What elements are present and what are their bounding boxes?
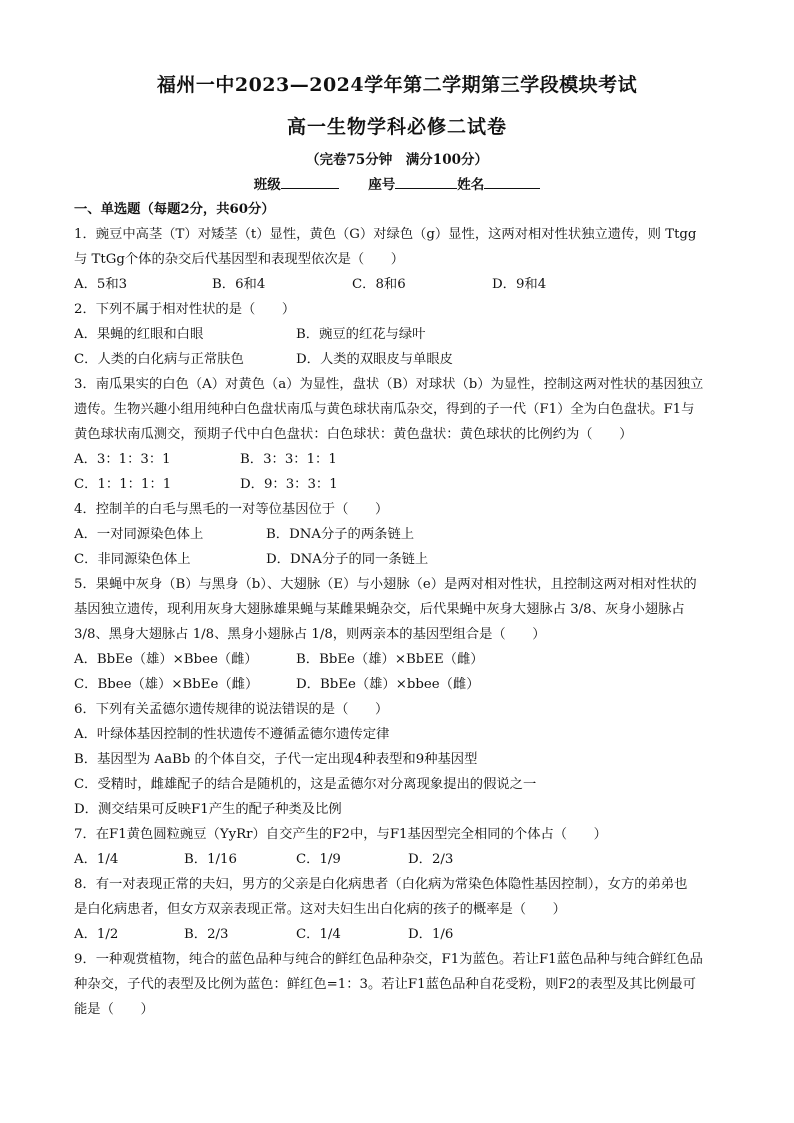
question-stem: 9．一种观赏植物，纯合的蓝色品种与纯合的鲜红色品种杂交，F1为蓝色。若让F1蓝色品种与纯合鲜红色品	[74, 952, 703, 967]
option-c: C．非同源染色体上	[74, 552, 191, 567]
options-row	[74, 472, 724, 497]
student-info-line	[0, 173, 794, 193]
question-stem: 8．有一对表现正常的夫妇，男方的父亲是白化病患者（白化病为常染色体隐性基因控制），女方的弟弟也	[74, 877, 688, 892]
options-row	[74, 322, 724, 347]
question-stem: 7．在F1黄色圆粒豌豆（YyRr）自交产生的F2中，与F1基因型完全相同的个体占（ ）	[74, 827, 607, 842]
question-8	[74, 872, 724, 947]
options-row	[74, 447, 724, 472]
section-heading: 一、单选题（每题2分，共60分）	[74, 202, 275, 217]
option-d: D．测交结果可反映F1产生的配子种类及比例	[74, 802, 342, 817]
option-c: C．受精时，雌雄配子的结合是随机的，这是孟德尔对分离现象提出的假说之一	[74, 777, 537, 792]
option-d: D．9：3：3：1	[240, 477, 338, 492]
option-b: B．2/3	[184, 927, 229, 942]
option-b: B．6和4	[212, 277, 266, 292]
question-3	[74, 372, 724, 497]
options-row	[74, 672, 724, 697]
option-c: C．1：1：1：1	[74, 477, 172, 492]
option-d: D．人类的双眼皮与单眼皮	[296, 352, 453, 367]
question-stem: 与 TtGg个体的杂交后代基因型和表现型依次是（ ）	[74, 252, 405, 267]
option-a: A．1/2	[74, 927, 119, 942]
option-b: B．豌豆的红花与绿叶	[296, 327, 426, 342]
question-7	[74, 822, 724, 872]
question-stem: 能是（ ）	[74, 1002, 154, 1017]
question-stem: 遗传。生物兴趣小组用纯种白色盘状南瓜与黄色球状南瓜杂交，得到的子一代（F1）全为白色盘状。F1与	[74, 402, 695, 417]
question-4	[74, 497, 724, 572]
seat-label: 座号	[368, 177, 396, 193]
question-stem: 1．豌豆中高茎（T）对矮茎（t）显性，黄色（G）对绿色（g）显性，这两对相对性状独立遗传，则 Ttgg	[74, 227, 697, 242]
question-stem: 2．下列不属于相对性状的是（ ）	[74, 302, 296, 317]
option-a: A．叶绿体基因控制的性状遗传不遵循孟德尔遗传定律	[74, 727, 390, 742]
question-stem: 3．南瓜果实的白色（A）对黄色（a）为显性，盘状（B）对球状（b）为显性，控制这两对性状的基因独立	[74, 377, 704, 392]
option-b: B．DNA分子的两条链上	[266, 527, 415, 542]
option-b: B．3：3：1：1	[240, 452, 337, 467]
option-a: A．一对同源染色体上	[74, 527, 204, 542]
option-d: D．2/3	[408, 852, 454, 867]
class-label: 班级	[253, 177, 281, 193]
options-row	[74, 522, 724, 547]
exam-subtitle: 高一生物学科必修二试卷	[286, 116, 507, 138]
question-5	[74, 572, 724, 697]
option-c: C．1/4	[296, 927, 341, 942]
question-stem: 种杂交，子代的表型及比例为蓝色：鲜红色=1：3。若让F1蓝色品种自花受粉，则F2的表型及其比例最可	[74, 977, 696, 992]
option-c: C．人类的白化病与正常肤色	[74, 352, 244, 367]
question-stem: 黄色球状南瓜测交，预期子代中白色盘状：白色球状：黄色盘状：黄色球状的比例约为（ ）	[74, 427, 633, 442]
option-a: A．果蝇的红眼和白眼	[74, 327, 204, 342]
option-c: C．1/9	[296, 852, 341, 867]
option-a: A．1/4	[74, 852, 119, 867]
option-c: C．8和6	[352, 277, 406, 292]
options-row	[74, 847, 724, 872]
seat-blank	[395, 174, 457, 189]
question-stem: 基因独立遗传，现利用灰身大翅脉雄果蝇与某雌果蝇杂交，后代果蝇中灰身大翅脉占 3/8、灰身小翅脉占	[74, 602, 685, 617]
option-a: A．5和3	[74, 277, 128, 292]
option-d: D．DNA分子的同一条链上	[266, 552, 429, 567]
exam-title: 福州一中2023—2024学年第二学期第三学段模块考试	[156, 74, 638, 96]
name-label: 姓名	[457, 177, 485, 193]
option-d: D．1/6	[408, 927, 454, 942]
question-stem: 6．下列有关孟德尔遗传规律的说法错误的是（ ）	[74, 702, 389, 717]
options-row	[74, 547, 724, 572]
class-blank	[281, 174, 339, 189]
option-c: C．Bbee（雄）×BbEe（雌）	[74, 677, 259, 692]
option-d: D．BbEe（雄）×bbee（雌）	[296, 677, 480, 692]
options-row	[74, 272, 724, 297]
option-b: B．BbEe（雄）×BbEE（雌）	[296, 652, 484, 667]
question-stem: 是白化病患者，但女方双亲表现正常。这对夫妇生出白化病的孩子的概率是（ ）	[74, 902, 566, 917]
option-a: A．BbEe（雄）×Bbee（雌）	[74, 652, 258, 667]
options-row	[74, 647, 724, 672]
options-row	[74, 922, 724, 947]
option-b: B．基因型为 AaBb 的个体自交，子代一定出现4种表型和9种基因型	[74, 752, 478, 767]
option-a: A．3：1：3：1	[74, 452, 171, 467]
question-2	[74, 297, 724, 372]
question-9	[74, 947, 724, 1022]
question-1	[74, 222, 724, 297]
option-d: D．9和4	[492, 277, 547, 292]
exam-content	[74, 197, 724, 1022]
name-blank	[484, 174, 540, 189]
question-stem: 5．果蝇中灰身（B）与黑身（b）、大翅脉（E）与小翅脉（e）是两对相对性状，且控制这两对相对性状的	[74, 577, 697, 592]
question-stem: 4．控制羊的白毛与黑毛的一对等位基因位于（ ）	[74, 502, 389, 517]
exam-meta: （完卷75分钟 满分100分）	[306, 152, 488, 168]
options-row	[74, 347, 724, 372]
question-6	[74, 697, 724, 822]
option-b: B．1/16	[184, 852, 237, 867]
question-stem: 3/8、黑身大翅脉占 1/8、黑身小翅脉占 1/8，则两亲本的基因型组合是（ ）	[74, 627, 546, 642]
